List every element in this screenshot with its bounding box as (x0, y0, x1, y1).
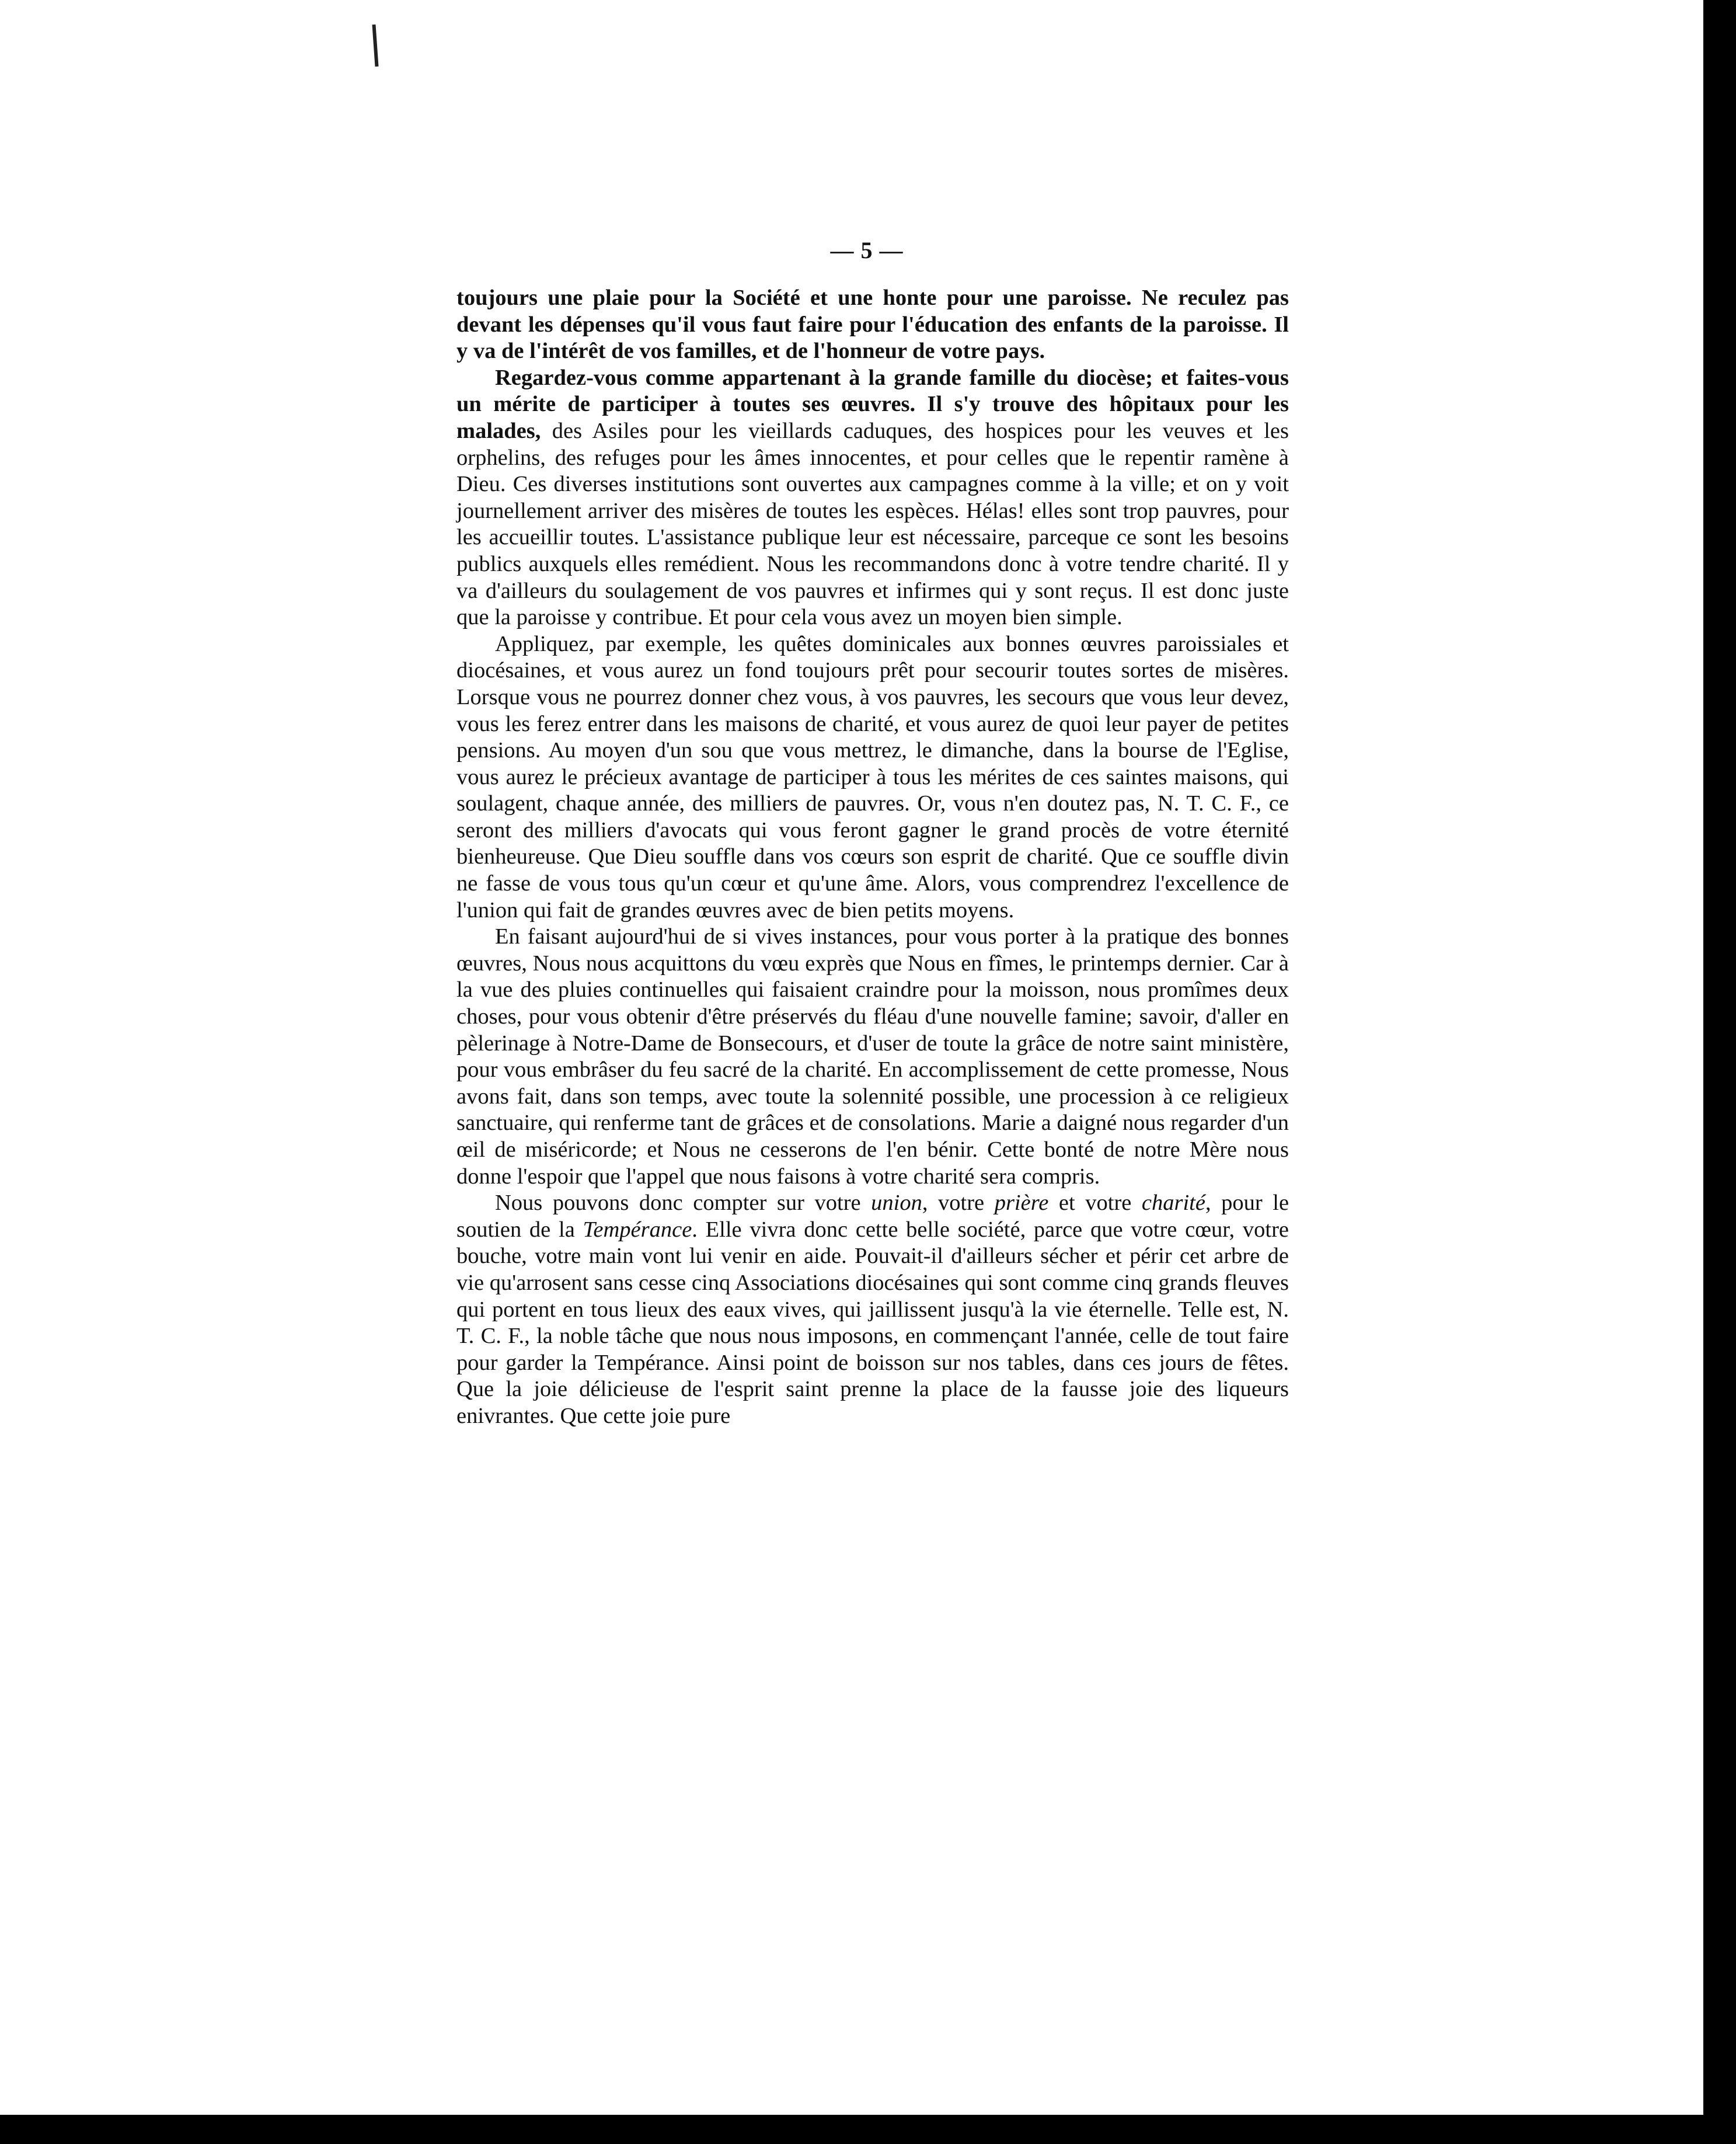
paragraph-5-tail: . Elle vivra donc cette belle société, parce que votre cœur, votre bouche, votre main vont lui venir en aide. Pouvait-il d'ailleurs sécher et périr cet arbre de vie qu'arrosent sans cesse cinq Associations diocésaines qui sont comme cinq grands fleuves qui portent en tous lieux des eaux vives, qui jaillissent jusqu'à la vie éternelle. Telle est, N. T. C. F., la noble tâche que nous nous imposons, en commençant l'année, celle de tout faire pour garder la Tempérance. Ainsi point de boisson sur nos tables, dans ces jours de fêtes. Que la joie délicieuse de l'esprit saint prenne la place de la fausse joie des liqueurs enivrantes. Que cette joie pure (456, 1217, 1289, 1428)
body-text (456, 285, 1289, 1430)
scan-border-right (1703, 0, 1736, 2144)
paragraph-5-mid-2: et votre (1048, 1191, 1142, 1216)
page-number: — 5 — (830, 237, 904, 263)
paragraph-5-lead: Nous pouvons donc compter sur votre (495, 1191, 872, 1216)
paragraph-2-bold-span: Regardez-vous comme appartenant à la grande famille du diocèse; et faites-vous un mérite de participer à toutes ses œuvres. Il s'y trouve des hôpitaux pour les malades, (456, 365, 1289, 443)
paragraph-3: Appliquez, par exemple, les quêtes dominicales aux bonnes œuvres paroissiales et diocésaines, et vous aurez un fond toujours prêt pour secourir toutes sortes de misères. Lorsque vous ne pourrez donner chez vous, à vos pauvres, les secours que vous leur devez, vous les ferez entrer dans les maisons de charité, et vous aurez de quoi leur payer de petites pensions. Au moyen d'un sou que vous mettrez, le dimanche, dans la bourse de l'Eglise, vous aurez le précieux avantage de participer à tous les mérites de ces saintes maisons, qui soulagent, chaque année, des milliers de pauvres. Or, vous n'en doutez pas, N. T. C. F., ce seront des milliers d'avocats qui vous feront gagner le grand procès de votre éternité bienheureuse. Que Dieu souffle dans vos cœurs son esprit de charité. Que ce souffle divin ne fasse de vous tous qu'un cœur et qu'une âme. Alors, vous comprendrez l'excellence de l'union qui fait de grandes œuvres avec de bien petits moyens. (456, 631, 1289, 923)
paragraph-4: En faisant aujourd'hui de si vives instances, pour vous porter à la pratique des bonnes œuvres, Nous nous acquittons du vœu exprès que Nous en fîmes, le printemps dernier. Car à la vue des pluies continuelles qui faisaient craindre pour la moisson, nous promîmes deux choses, pour vous obtenir d'être préservés du fléau d'une nouvelle famine; savoir, d'aller en pèlerinage à Notre-Dame de Bonsecours, et d'user de toute la grâce de notre saint ministère, pour vous embrâser du feu sacré de la charité. En accomplissement de cette promesse, Nous avons fait, dans son temps, avec toute la solennité possible, une procession à ce religieux sanctuaire, qui renferme tant de grâces et de consolations. Marie a daigné nous regarder d'un œil de miséricorde; et Nous ne cesserons de l'en bénir. Cette bonté de notre Mère nous donne l'espoir que l'appel que nous faisons à votre charité sera compris. (456, 924, 1289, 1189)
scan-border-bottom (0, 2115, 1736, 2144)
paragraph-5 (456, 1190, 1289, 1429)
paragraph-5-mid-1: , votre (922, 1191, 995, 1216)
paragraph-2 (456, 365, 1289, 631)
paragraph-2-body: des Asiles pour les vieillards caduques, des hospices pour les veuves et les orphelins, des refuges pour les âmes innocentes, et pour celles que le repentir ramène à Dieu. Ces diverses institutions sont ouvertes aux campagnes comme à la ville; et on y voit journellement arriver des misères de toutes les espèces. Hélas! elles sont trop pauvres, pour les accueillir toutes. L'assistance publique leur est nécessaire, parceque ce sont les besoins publics auxquels elles remédient. Nous les recommandons donc à votre tendre charité. Il y va d'ailleurs du soulagement de vos pauvres et infirmes qui y sont reçus. Il est donc juste que la paroisse y contribue. Et pour cela vous avez un moyen bien simple. (456, 418, 1289, 630)
paragraph-5-mid-3: , pour le soutien de la (456, 1191, 1289, 1242)
word-charite: charité (1141, 1191, 1205, 1216)
word-union: union (871, 1191, 922, 1216)
word-priere: prière (994, 1191, 1049, 1216)
edge-mark (372, 25, 378, 67)
paragraph-1: toujours une plaie pour la Société et une honte pour une paroisse. Ne reculez pas devant les dépenses qu'il vous faut faire pour l'éducation des enfants de la paroisse. Il y va de l'intérêt de vos familles, et de l'honneur de votre pays. (456, 286, 1289, 364)
word-temperance: Tempérance (583, 1217, 692, 1242)
